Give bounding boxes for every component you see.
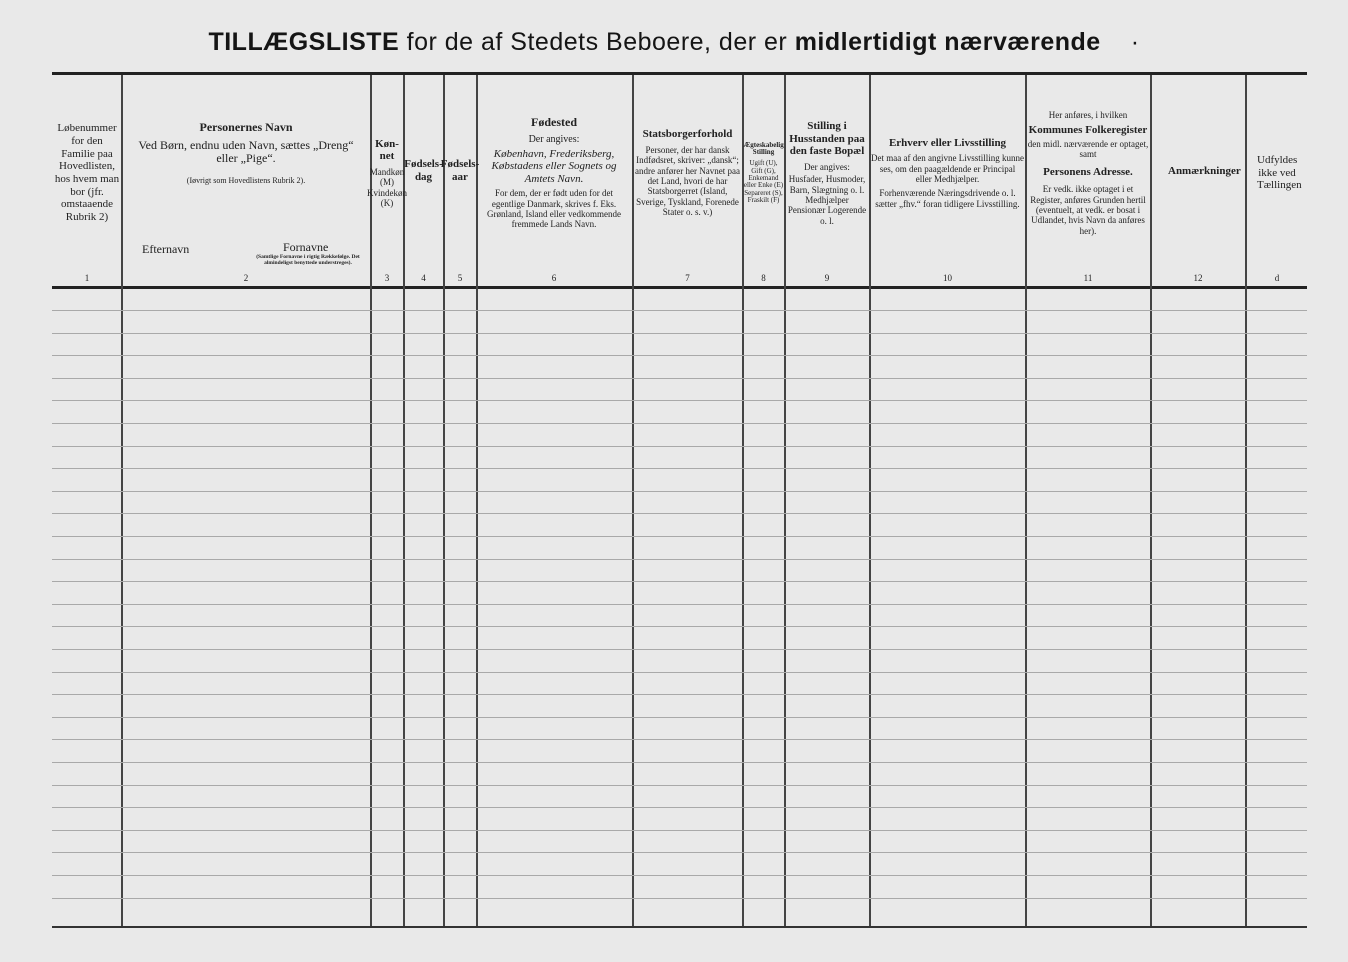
header-text: Husfader, Husmoder, Barn, Slægtning o. l. Medhjælper Pensionær Logerende o. l. <box>787 174 867 226</box>
subheader-first-names: Fornavne <box>283 240 329 254</box>
row-line <box>52 355 1307 356</box>
title-dot: · <box>1130 28 1140 56</box>
header-cell-not-filled <box>1247 78 1307 268</box>
row-line <box>52 694 1307 695</box>
header-cell-birth-day <box>404 78 443 268</box>
title-middle: for de af Stedets Beboere, der er <box>399 28 795 56</box>
column-divider <box>121 75 123 926</box>
title-emphasis: midlertidigt nærværende <box>794 28 1101 56</box>
subheader-surname: Efternavn <box>142 242 190 256</box>
row-line <box>52 400 1307 401</box>
row-line <box>52 513 1307 514</box>
header-cell-registry <box>1027 78 1149 268</box>
column-number: 11 <box>1083 273 1093 283</box>
header-cell-names <box>124 78 368 228</box>
column-number: 2 <box>243 273 249 283</box>
bottom-rule <box>52 926 1307 928</box>
header-title: Anmærkninger <box>1168 164 1241 177</box>
header-title: Erhverv eller Livsstilling <box>888 136 1007 149</box>
header-title: Ægteskabelig Stilling <box>743 140 784 156</box>
column-number: 5 <box>457 273 463 283</box>
form-title <box>0 28 1348 57</box>
header-sub: Der angives: <box>528 134 580 145</box>
row-line <box>52 468 1307 469</box>
header-cell-birthplace <box>478 78 630 268</box>
header-title: Stilling i Husstanden paa den faste Bopæl <box>789 120 865 158</box>
row-line <box>52 536 1307 537</box>
column-number: d <box>1274 273 1280 283</box>
row-line <box>52 626 1307 627</box>
header-text-2: For dem, der er født uden for det egentlige Danmark, skrives f. Eks. Grønland, Island eller vedkommende fremmede Lands Navn. <box>487 188 621 230</box>
row-line <box>52 491 1307 492</box>
header-title: Kommunes Folkeregister <box>1028 124 1148 137</box>
title-main: TILLÆGSLISTE <box>208 28 400 56</box>
header-note: (Iøvrigt som Hovedlistens Rubrik 2). <box>186 176 306 186</box>
header-text: Udfyldes ikke ved Tællingen <box>1257 154 1302 192</box>
row-line <box>52 423 1307 424</box>
header-cell-household-role <box>786 78 868 268</box>
column-number: 4 <box>421 273 426 283</box>
column-number: 9 <box>824 273 830 283</box>
row-line <box>52 875 1307 876</box>
row-line <box>52 310 1307 311</box>
row-line <box>52 378 1307 379</box>
header-title-2: Personens Adresse. <box>1043 165 1133 178</box>
header-text: Ved Børn, endnu uden Navn, sættes „Dreng“ eller „Pige“. <box>138 137 354 166</box>
column-number: 6 <box>551 273 557 283</box>
header-cell-birth-year <box>440 78 480 268</box>
row-line <box>52 604 1307 605</box>
header-rule <box>52 286 1307 289</box>
header-cell-remarks <box>1152 78 1244 268</box>
row-line <box>52 717 1307 718</box>
header-sub: Der angives: <box>804 161 850 172</box>
header-title: Fødsels-dag <box>404 158 443 183</box>
header-title: Fødested <box>531 115 577 130</box>
row-line <box>52 830 1307 831</box>
row-line <box>52 581 1307 582</box>
header-title: Fødsels-aar <box>440 158 480 183</box>
row-line <box>52 898 1307 899</box>
subheader-first-names-note: (Samtlige Fornavne i rigtig Rækkefølge. Det almindeligst benyttede understreges). <box>256 254 360 266</box>
header-text-2: Forhenværende Næringsdrivende o. l. sætter „fhv.“ foran tidligere Livsstilling. <box>875 188 1020 209</box>
row-line <box>52 762 1307 763</box>
column-number: 12 <box>1193 273 1203 283</box>
row-line <box>52 785 1307 786</box>
column-number: 8 <box>761 273 766 283</box>
column-number: 7 <box>685 273 690 283</box>
header-cell-occupation <box>871 78 1024 268</box>
row-line <box>52 852 1307 853</box>
header-text: Løbenummer for den Familie paa Hovedlisten, hos hvem man bor (jfr. omstaaende Rubrik 2) <box>54 122 120 223</box>
top-rule <box>52 72 1307 75</box>
row-line <box>52 559 1307 560</box>
header-title: Statsborgerforhold <box>642 128 733 141</box>
row-line <box>52 672 1307 673</box>
row-line <box>52 739 1307 740</box>
header-pre: Her anføres, i hvilken <box>1048 109 1128 120</box>
column-number: 1 <box>84 273 90 283</box>
header-mid: den midl. nærværende er optaget, samt <box>1027 138 1149 160</box>
column-number: 10 <box>943 273 952 283</box>
header-title: Personernes Navn <box>199 119 293 134</box>
header-text: Er vedk. ikke optaget i et Register, anføres Grunden hertil (eventuelt, at vedk. er bosat i Udlandet, hvis Navn da anføres her). <box>1030 184 1146 236</box>
header-text: Mandkøn (M) Kvindekøn (K) <box>367 166 407 208</box>
header-text: Det maa af den angivne Livsstilling kunne ses, om den paagældende er Principal eller Medhjælper. <box>871 153 1024 185</box>
header-cell-marital-status <box>743 78 784 268</box>
header-cell-citizenship <box>634 78 741 268</box>
header-cell-family-number <box>54 78 120 268</box>
row-line <box>52 446 1307 447</box>
header-cell-sex <box>367 78 407 268</box>
row-line <box>52 807 1307 808</box>
row-line <box>52 333 1307 334</box>
row-line <box>52 649 1307 650</box>
header-text: København, Frederiksberg, Købstadens eller Sognets og Amtets Navn. <box>491 147 617 185</box>
column-number: 3 <box>384 273 390 283</box>
header-title: Køn-net <box>375 137 399 163</box>
header-text: Ugift (U), Gift (G), Enkemand eller Enke (E) Separeret (S), Fraskilt (F) <box>743 159 784 205</box>
header-text: Personer, der har dansk Indfødsret, skriver: „dansk“; andre anfører her Navnet paa det Land, hvori de har Statsborgerret (Island, Sverige, Tyskland, Forenede Stater o. s. v.) <box>635 145 740 218</box>
